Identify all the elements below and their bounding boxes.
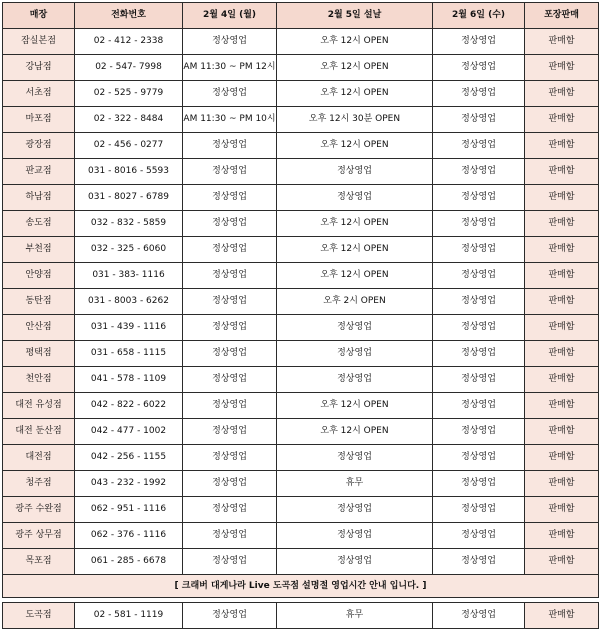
feb6-hours: 정상영업 bbox=[433, 549, 525, 575]
takeout-status: 판매함 bbox=[525, 523, 599, 549]
store-name: 광주 수완점 bbox=[3, 497, 75, 523]
store-name: 대전 둔산점 bbox=[3, 419, 75, 445]
phone-number: 061 - 285 - 6678 bbox=[75, 549, 183, 575]
takeout-status: 판매함 bbox=[525, 419, 599, 445]
feb5-hours: 정상영업 bbox=[277, 315, 433, 341]
store-name: 청주점 bbox=[3, 471, 75, 497]
table-row bbox=[3, 133, 599, 159]
feb6-hours: 정상영업 bbox=[433, 341, 525, 367]
table-row bbox=[3, 497, 599, 523]
takeout-status: 판매함 bbox=[525, 263, 599, 289]
table-row bbox=[3, 81, 599, 107]
store-name: 안양점 bbox=[3, 263, 75, 289]
feb5-hours: 휴무 bbox=[277, 471, 433, 497]
takeout-status: 판매함 bbox=[525, 133, 599, 159]
table-row bbox=[3, 445, 599, 471]
store-hours-table bbox=[2, 2, 599, 629]
store-name: 강남점 bbox=[3, 55, 75, 81]
table-row bbox=[3, 289, 599, 315]
feb6-hours: 정상영업 bbox=[433, 471, 525, 497]
table-row bbox=[3, 315, 599, 341]
table-row bbox=[3, 419, 599, 445]
feb4-hours: 정상영업 bbox=[183, 263, 277, 289]
feb4-hours: 정상영업 bbox=[183, 419, 277, 445]
takeout-status: 판매함 bbox=[525, 107, 599, 133]
feb6-hours: 정상영업 bbox=[433, 289, 525, 315]
table-row bbox=[3, 523, 599, 549]
phone-number: 031 - 8003 - 6262 bbox=[75, 289, 183, 315]
feb4-hours: 정상영업 bbox=[183, 445, 277, 471]
store-name: 평택점 bbox=[3, 341, 75, 367]
takeout-status: 판매함 bbox=[525, 289, 599, 315]
feb5-hours: 오후 12시 OPEN bbox=[277, 81, 433, 107]
store-name: 하남점 bbox=[3, 185, 75, 211]
feb5-hours: 정상영업 bbox=[277, 445, 433, 471]
table-row bbox=[3, 185, 599, 211]
feb6-hours: 정상영업 bbox=[433, 263, 525, 289]
feb5-hours: 오후 12시 OPEN bbox=[277, 237, 433, 263]
store-hours-document bbox=[2, 2, 599, 629]
feb4-hours: 정상영업 bbox=[183, 159, 277, 185]
takeout-status: 판매함 bbox=[525, 549, 599, 575]
table-row bbox=[3, 393, 599, 419]
phone-number: 043 - 232 - 1992 bbox=[75, 471, 183, 497]
takeout-status: 판매함 bbox=[525, 159, 599, 185]
feb4-hours: 정상영업 bbox=[183, 211, 277, 237]
phone-number: 042 - 822 - 6022 bbox=[75, 393, 183, 419]
feb6-hours: 정상영업 bbox=[433, 497, 525, 523]
feb5-hours: 정상영업 bbox=[277, 523, 433, 549]
store-name: 광장점 bbox=[3, 133, 75, 159]
phone-number: 02 - 322 - 8484 bbox=[75, 107, 183, 133]
table-row bbox=[3, 237, 599, 263]
phone-number: 02 - 412 - 2338 bbox=[75, 29, 183, 55]
table-row bbox=[3, 471, 599, 497]
feb5-hours: 오후 12시 30분 OPEN bbox=[277, 107, 433, 133]
takeout-status: 판매함 bbox=[525, 603, 599, 629]
takeout-status: 판매함 bbox=[525, 315, 599, 341]
store-name: 서초점 bbox=[3, 81, 75, 107]
table-row bbox=[3, 603, 599, 629]
feb6-hours: 정상영업 bbox=[433, 81, 525, 107]
feb6-hours: 정상영업 bbox=[433, 211, 525, 237]
notice-row bbox=[3, 575, 599, 598]
header-feb5: 2월 5일 설날 bbox=[277, 3, 433, 29]
feb6-hours: 정상영업 bbox=[433, 133, 525, 159]
header-takeout: 포장판매 bbox=[525, 3, 599, 29]
feb6-hours: 정상영업 bbox=[433, 29, 525, 55]
feb4-hours: AM 11:30 ~ PM 12시 bbox=[183, 55, 277, 81]
table-row bbox=[3, 55, 599, 81]
takeout-status: 판매함 bbox=[525, 341, 599, 367]
phone-number: 031 - 383- 1116 bbox=[75, 263, 183, 289]
feb5-hours: 정상영업 bbox=[277, 549, 433, 575]
header-feb4: 2월 4일 (월) bbox=[183, 3, 277, 29]
feb4-hours: 정상영업 bbox=[183, 29, 277, 55]
feb5-hours: 정상영업 bbox=[277, 341, 433, 367]
phone-number: 032 - 325 - 6060 bbox=[75, 237, 183, 263]
feb4-hours: AM 11:30 ~ PM 10시 bbox=[183, 107, 277, 133]
table-row bbox=[3, 549, 599, 575]
phone-number: 062 - 376 - 1116 bbox=[75, 523, 183, 549]
takeout-status: 판매함 bbox=[525, 445, 599, 471]
takeout-status: 판매함 bbox=[525, 237, 599, 263]
feb6-hours: 정상영업 bbox=[433, 107, 525, 133]
phone-number: 031 - 8027 - 6789 bbox=[75, 185, 183, 211]
takeout-status: 판매함 bbox=[525, 81, 599, 107]
feb6-hours: 정상영업 bbox=[433, 237, 525, 263]
store-name: 부천점 bbox=[3, 237, 75, 263]
feb4-hours: 정상영업 bbox=[183, 237, 277, 263]
store-name: 대전 유성점 bbox=[3, 393, 75, 419]
feb5-hours: 오후 12시 OPEN bbox=[277, 133, 433, 159]
feb6-hours: 정상영업 bbox=[433, 445, 525, 471]
feb6-hours: 정상영업 bbox=[433, 419, 525, 445]
feb4-hours: 정상영업 bbox=[183, 549, 277, 575]
takeout-status: 판매함 bbox=[525, 55, 599, 81]
feb5-hours: 오후 12시 OPEN bbox=[277, 55, 433, 81]
table-row bbox=[3, 159, 599, 185]
feb4-hours: 정상영업 bbox=[183, 471, 277, 497]
feb5-hours: 오후 12시 OPEN bbox=[277, 29, 433, 55]
feb6-hours: 정상영업 bbox=[433, 185, 525, 211]
feb4-hours: 정상영업 bbox=[183, 315, 277, 341]
notice-banner: [ 크래버 대게나라 Live 도곡점 설명절 영업시간 안내 입니다. ] bbox=[3, 575, 599, 598]
table-row bbox=[3, 367, 599, 393]
feb6-hours: 정상영업 bbox=[433, 393, 525, 419]
takeout-status: 판매함 bbox=[525, 471, 599, 497]
header-row bbox=[3, 3, 599, 29]
store-name: 광주 상무점 bbox=[3, 523, 75, 549]
takeout-status: 판매함 bbox=[525, 393, 599, 419]
feb6-hours: 정상영업 bbox=[433, 159, 525, 185]
feb6-hours: 정상영업 bbox=[433, 55, 525, 81]
phone-number: 041 - 578 - 1109 bbox=[75, 367, 183, 393]
table-row bbox=[3, 341, 599, 367]
takeout-status: 판매함 bbox=[525, 211, 599, 237]
table-row bbox=[3, 263, 599, 289]
feb4-hours: 정상영업 bbox=[183, 185, 277, 211]
store-name: 대전점 bbox=[3, 445, 75, 471]
feb4-hours: 정상영업 bbox=[183, 497, 277, 523]
feb5-hours: 휴무 bbox=[277, 603, 433, 629]
phone-number: 042 - 256 - 1155 bbox=[75, 445, 183, 471]
phone-number: 031 - 439 - 1116 bbox=[75, 315, 183, 341]
phone-number: 031 - 8016 - 5593 bbox=[75, 159, 183, 185]
feb4-hours: 정상영업 bbox=[183, 133, 277, 159]
store-name: 안산점 bbox=[3, 315, 75, 341]
store-name: 도곡점 bbox=[3, 603, 75, 629]
store-name: 동탄점 bbox=[3, 289, 75, 315]
feb5-hours: 오후 2시 OPEN bbox=[277, 289, 433, 315]
feb6-hours: 정상영업 bbox=[433, 367, 525, 393]
feb5-hours: 정상영업 bbox=[277, 159, 433, 185]
feb4-hours: 정상영업 bbox=[183, 367, 277, 393]
feb5-hours: 정상영업 bbox=[277, 367, 433, 393]
takeout-status: 판매함 bbox=[525, 367, 599, 393]
takeout-status: 판매함 bbox=[525, 497, 599, 523]
feb5-hours: 오후 12시 OPEN bbox=[277, 393, 433, 419]
table-row bbox=[3, 29, 599, 55]
takeout-status: 판매함 bbox=[525, 29, 599, 55]
phone-number: 02 - 456 - 0277 bbox=[75, 133, 183, 159]
feb4-hours: 정상영업 bbox=[183, 81, 277, 107]
phone-number: 02 - 581 - 1119 bbox=[75, 603, 183, 629]
feb4-hours: 정상영업 bbox=[183, 393, 277, 419]
takeout-status: 판매함 bbox=[525, 185, 599, 211]
feb5-hours: 오후 12시 OPEN bbox=[277, 419, 433, 445]
feb4-hours: 정상영업 bbox=[183, 289, 277, 315]
feb5-hours: 정상영업 bbox=[277, 497, 433, 523]
store-name: 마포점 bbox=[3, 107, 75, 133]
feb6-hours: 정상영업 bbox=[433, 523, 525, 549]
store-name: 목포점 bbox=[3, 549, 75, 575]
feb5-hours: 오후 12시 OPEN bbox=[277, 211, 433, 237]
feb6-hours: 정상영업 bbox=[433, 315, 525, 341]
table-row bbox=[3, 107, 599, 133]
feb5-hours: 오후 12시 OPEN bbox=[277, 263, 433, 289]
store-name: 잠실본점 bbox=[3, 29, 75, 55]
feb4-hours: 정상영업 bbox=[183, 603, 277, 629]
feb5-hours: 정상영업 bbox=[277, 185, 433, 211]
feb4-hours: 정상영업 bbox=[183, 523, 277, 549]
store-name: 판교점 bbox=[3, 159, 75, 185]
table-row bbox=[3, 211, 599, 237]
phone-number: 042 - 477 - 1002 bbox=[75, 419, 183, 445]
phone-number: 062 - 951 - 1116 bbox=[75, 497, 183, 523]
store-name: 천안점 bbox=[3, 367, 75, 393]
header-store: 매장 bbox=[3, 3, 75, 29]
header-feb6: 2월 6일 (수) bbox=[433, 3, 525, 29]
phone-number: 032 - 832 - 5859 bbox=[75, 211, 183, 237]
phone-number: 031 - 658 - 1115 bbox=[75, 341, 183, 367]
header-phone: 전화번호 bbox=[75, 3, 183, 29]
feb4-hours: 정상영업 bbox=[183, 341, 277, 367]
phone-number: 02 - 547- 7998 bbox=[75, 55, 183, 81]
feb6-hours: 정상영업 bbox=[433, 603, 525, 629]
store-name: 송도점 bbox=[3, 211, 75, 237]
phone-number: 02 - 525 - 9779 bbox=[75, 81, 183, 107]
